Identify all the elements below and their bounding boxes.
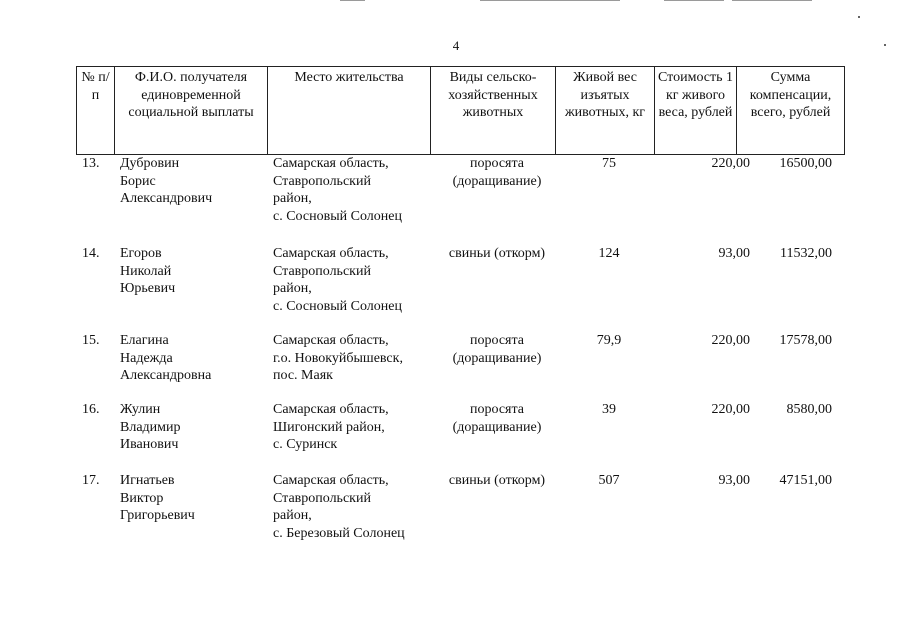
recipient-name: Игнатьев Виктор Григорьевич bbox=[120, 473, 195, 523]
animal-type: поросята (доращивание) bbox=[452, 402, 542, 435]
total-compensation: 47151,00 bbox=[779, 473, 832, 488]
row-number: 14. bbox=[82, 246, 100, 261]
residence: Самарская область, Ставропольский район, с. Березовый Солонец bbox=[273, 473, 405, 541]
residence: Самарская область, Ставропольский район, с. Сосновый Солонец bbox=[273, 246, 402, 314]
price-per-kg: 220,00 bbox=[711, 402, 750, 417]
scan-speck bbox=[858, 16, 860, 18]
live-weight: 507 bbox=[598, 473, 620, 488]
total-compensation: 8580,00 bbox=[786, 402, 832, 417]
scan-artifact-line bbox=[732, 0, 812, 1]
total-compensation: 11532,00 bbox=[780, 246, 832, 261]
animal-type: поросята (доращивание) bbox=[452, 156, 542, 189]
header-total-compensation: Сумма компенсации, всего, рублей bbox=[737, 67, 845, 155]
total-compensation: 16500,00 bbox=[779, 156, 832, 171]
row-number: 16. bbox=[82, 402, 100, 417]
price-per-kg: 93,00 bbox=[718, 246, 750, 261]
row-number: 13. bbox=[82, 156, 100, 171]
header-live-weight: Живой вес изъятых животных, кг bbox=[556, 67, 655, 155]
animal-type: поросята (доращивание) bbox=[452, 333, 542, 366]
table-header bbox=[76, 66, 845, 155]
live-weight: 124 bbox=[598, 246, 620, 261]
live-weight: 75 bbox=[602, 156, 616, 171]
header-address: Место жительства bbox=[268, 67, 431, 155]
animal-type: свиньи (откорм) bbox=[448, 246, 546, 261]
recipient-name: Дубровин Борис Александрович bbox=[120, 156, 213, 206]
page-number: 4 bbox=[452, 38, 460, 53]
total-compensation: 17578,00 bbox=[779, 333, 832, 348]
price-per-kg: 220,00 bbox=[711, 333, 750, 348]
scan-artifact-line bbox=[340, 0, 365, 1]
recipient-name: Егоров Николай Юрьевич bbox=[120, 246, 176, 296]
price-per-kg: 93,00 bbox=[718, 473, 750, 488]
row-number: 15. bbox=[82, 333, 100, 348]
header-number: № п/п bbox=[77, 67, 115, 155]
header-animal-type: Виды сельско-хозяйственных животных bbox=[431, 67, 556, 155]
scan-artifact-line bbox=[480, 0, 620, 1]
header-fio: Ф.И.О. получателя единовременной социальной выплаты bbox=[115, 67, 268, 155]
scan-speck bbox=[884, 44, 886, 46]
residence: Самарская область, Шигонский район, с. Суринск bbox=[273, 402, 389, 452]
row-number: 17. bbox=[82, 473, 100, 488]
recipient-name: Елагина Надежда Александровна bbox=[120, 333, 212, 383]
recipient-name: Жулин Владимир Иванович bbox=[120, 402, 181, 452]
header-price-per-kg: Стоимость 1 кг живого веса, рублей bbox=[655, 67, 737, 155]
animal-type: свиньи (откорм) bbox=[448, 473, 546, 488]
residence: Самарская область, Ставропольский район, с. Сосновый Солонец bbox=[273, 156, 402, 224]
residence: Самарская область, г.о. Новокуйбышевск, пос. Маяк bbox=[273, 333, 403, 383]
price-per-kg: 220,00 bbox=[711, 156, 750, 171]
live-weight: 79,9 bbox=[596, 333, 622, 348]
scan-artifact-line bbox=[664, 0, 724, 1]
live-weight: 39 bbox=[602, 402, 616, 417]
